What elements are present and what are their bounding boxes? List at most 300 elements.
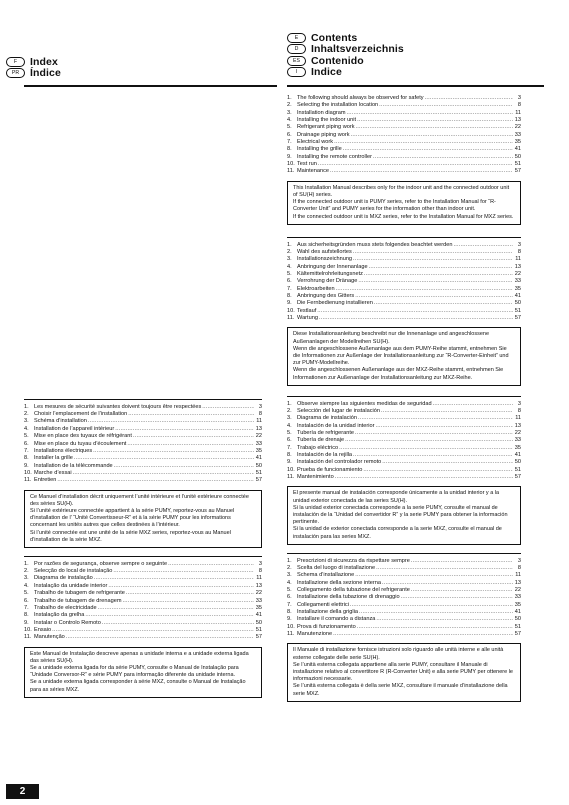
toc-number: 6.: [287, 594, 292, 601]
note-paragraph: If the connected outdoor unit is PUMY series, refer to the Installation Manual for “R-Converter Unit” and PUMY series for the information other than indoor unit.: [293, 199, 496, 213]
toc-page: 41: [255, 612, 262, 619]
toc-entry[interactable]: [287, 278, 521, 285]
toc-entry[interactable]: [24, 463, 262, 470]
leader-dots: [357, 624, 513, 631]
leader-dots: [52, 627, 254, 634]
toc-label: Maintenance: [297, 168, 330, 175]
leader-dots: [355, 293, 513, 300]
toc-page: 22: [255, 433, 262, 440]
toc-label: Wartung: [297, 315, 318, 322]
toc-label: Manutenzione: [297, 631, 333, 638]
leader-dots: [57, 477, 254, 484]
leader-dots: [339, 445, 513, 452]
note-paragraph: Se l’unità esterna collegata appartiene alla serie PUMY, consultare il Manuale di installazione relativo al convertitore R (R-Converter Unit) e alla serie PUMY per ottenere le informazioni necessarie.: [293, 661, 513, 683]
toc-label: Prescrizioni di sicurezza da rispettare sempre: [297, 557, 410, 564]
toc-page: 51: [255, 626, 262, 633]
toc-label: Installer la grille: [34, 455, 73, 462]
section-divider: [24, 399, 262, 400]
toc-number: 7.: [287, 601, 292, 608]
toc-page: 50: [255, 619, 262, 626]
toc-page: 3: [258, 403, 262, 410]
toc-entry[interactable]: [287, 580, 521, 587]
toc-entry[interactable]: [287, 286, 521, 293]
toc-label: Tubería de drenaje: [297, 437, 345, 444]
leader-dots: [357, 117, 513, 124]
toc-entry[interactable]: [287, 624, 521, 631]
toc-entry[interactable]: [24, 477, 262, 484]
toc-label: Installazione della griglia: [297, 609, 358, 615]
toc-number: 2.: [24, 411, 29, 418]
toc-entry[interactable]: [24, 590, 262, 597]
leader-dots: [374, 300, 513, 307]
toc-label: Refrigerant piping work: [297, 124, 355, 131]
toc-page: 33: [514, 594, 521, 601]
toc-page: 50: [514, 300, 521, 307]
toc-entry[interactable]: [24, 620, 262, 627]
note-paragraph: Wenn die angeschlossenen Außenanlage aus der MXZ-Reihe stammt, entnehmen Sie Informationen zur Außenanlage der Installationsanleitung zur MXZ-Reihe.: [293, 367, 504, 381]
language-code-badge: I: [287, 67, 306, 77]
note-paragraph: Se l’unità esterna collegata è della serie MXZ, consultare il manuale d’installazione della serie MXZ.: [293, 683, 508, 697]
toc-label: Trabalho de tubagem de refrigerante: [34, 590, 125, 597]
header-spanish: [287, 55, 404, 66]
toc-entry[interactable]: [287, 132, 521, 139]
leader-dots: [382, 580, 513, 587]
leader-dots: [85, 612, 254, 619]
toc-entry[interactable]: [287, 423, 521, 430]
leader-dots: [108, 583, 254, 590]
note-paragraph: Si la unidad de exterior conectada corresponde a la serie MXZ, consulte el manual de instalación para las series MXZ.: [293, 526, 502, 540]
leader-dots: [356, 124, 513, 131]
toc-label: Scelta del luogo di installazione: [297, 564, 376, 571]
toc-number: 9.: [287, 616, 292, 623]
toc-number: 2.: [287, 564, 292, 571]
toc-label: Wahl des aufstellortes: [297, 248, 352, 255]
toc-entry[interactable]: [287, 594, 521, 601]
leader-dots: [353, 452, 513, 459]
leader-dots: [345, 437, 513, 444]
heading-english: Contents: [311, 31, 358, 44]
toc-page: 35: [514, 601, 521, 608]
toc-number: 1.: [287, 95, 292, 101]
toc-entry[interactable]: [287, 161, 521, 168]
toc-page: 3: [517, 95, 521, 101]
toc-label: Instalar o Controlo Remoto: [34, 619, 101, 626]
leader-dots: [123, 598, 255, 605]
leader-dots: [358, 278, 513, 285]
toc-number: 9.: [287, 300, 292, 307]
leader-dots: [115, 426, 254, 433]
toc-entry[interactable]: [287, 474, 521, 481]
toc-label: Tubería de refrigerante: [297, 429, 355, 436]
toc-page: 13: [514, 117, 521, 124]
toc-number: 11.: [24, 634, 32, 641]
language-code-badge: PR: [6, 68, 25, 78]
toc-page: 41: [514, 452, 521, 458]
toc-page: 13: [514, 422, 521, 429]
toc-number: 11.: [287, 631, 295, 638]
toc-number: 3.: [287, 109, 292, 116]
toc-number: 2.: [287, 102, 292, 109]
leader-dots: [317, 308, 513, 315]
toc-entry[interactable]: [24, 404, 262, 411]
toc-number: 9.: [24, 462, 29, 469]
page-number: 2: [6, 784, 39, 799]
toc-entry[interactable]: [287, 415, 521, 422]
toc-portuguese: [24, 561, 262, 642]
toc-number: 7.: [287, 285, 292, 292]
leader-dots: [363, 467, 513, 474]
toc-page: 57: [255, 634, 262, 641]
toc-label: Installing the indoor unit: [297, 117, 357, 124]
leader-dots: [347, 110, 513, 117]
leader-dots: [88, 418, 254, 425]
toc-page: 33: [514, 278, 521, 285]
leader-dots: [411, 587, 513, 594]
toc-label: Trabalho de electricidade: [34, 604, 97, 611]
toc-entry[interactable]: [24, 583, 262, 590]
toc-page: 13: [514, 579, 521, 586]
toc-label: Collegamenti elettrici: [297, 601, 349, 608]
leader-dots: [353, 256, 513, 263]
toc-number: 4.: [287, 263, 292, 270]
toc-number: 8.: [287, 609, 292, 615]
toc-number: 5.: [287, 270, 292, 277]
note-paragraph: If the connected outdoor unit is MXZ series, refer to the Installation Manual for MXZ series.: [293, 213, 514, 220]
toc-number: 2.: [24, 568, 29, 575]
leader-dots: [379, 102, 513, 109]
toc-label: Selecting the installation location: [297, 102, 379, 109]
toc-entry[interactable]: [24, 598, 262, 605]
toc-number: 9.: [287, 153, 292, 160]
toc-entry[interactable]: [287, 437, 521, 444]
toc-label: Testlauf: [297, 307, 317, 314]
toc-number: 5.: [287, 429, 292, 436]
toc-entry[interactable]: [24, 575, 262, 582]
toc-entry[interactable]: [24, 448, 262, 455]
toc-number: 8.: [287, 146, 292, 153]
toc-entry[interactable]: [287, 609, 521, 616]
toc-label: Les mesures de sécurité suivantes doivent toujours être respectées: [34, 403, 202, 410]
language-code-badge: E: [287, 33, 306, 43]
toc-entry[interactable]: [287, 95, 521, 102]
toc-entry[interactable]: [24, 561, 262, 568]
toc-label: Installationszeichnung: [297, 256, 353, 263]
toc-page: 35: [514, 139, 521, 146]
leader-dots: [93, 448, 254, 455]
toc-label: Collegamento della tubazione del refrigerante: [297, 586, 410, 593]
toc-label: Instalação da grelha: [34, 612, 85, 619]
leader-dots: [376, 565, 513, 572]
toc-entry[interactable]: [287, 467, 521, 474]
toc-page: 35: [514, 285, 521, 292]
toc-number: 6.: [287, 131, 292, 138]
toc-number: 5.: [287, 124, 292, 131]
language-code-badge: F: [6, 57, 25, 67]
toc-page: 57: [514, 168, 521, 175]
toc-label: Schema d’installazione: [297, 572, 355, 579]
toc-entry[interactable]: [287, 249, 521, 256]
toc-number: 5.: [287, 586, 292, 593]
toc-label: Selección del lugar de instalación: [297, 407, 381, 414]
toc-entry[interactable]: [287, 300, 521, 307]
toc-number: 9.: [287, 459, 292, 466]
toc-number: 5.: [24, 433, 29, 440]
toc-entry[interactable]: [24, 433, 262, 440]
toc-page: 57: [514, 474, 521, 481]
toc-label: Installing the grille: [297, 146, 342, 153]
toc-number: 8.: [24, 455, 29, 462]
leader-dots: [202, 404, 254, 411]
toc-entry[interactable]: [287, 146, 521, 153]
toc-entry[interactable]: [287, 117, 521, 124]
toc-page: 8: [517, 248, 521, 255]
toc-entry[interactable]: [287, 315, 521, 322]
leader-dots: [127, 441, 254, 448]
toc-entry[interactable]: [287, 242, 521, 249]
toc-number: 7.: [24, 604, 29, 611]
toc-page: 35: [514, 444, 521, 451]
column-right: [287, 95, 521, 702]
toc-label: Trabalho de tubagem de drenagem: [34, 597, 122, 604]
toc-page: 33: [255, 597, 262, 604]
note-paragraph: Se a unidade externa ligada corresponder à série MXZ, consulte o Manual de Instalação para as séries MXZ.: [30, 679, 246, 693]
toc-label: Installare il comando a distanza: [297, 616, 376, 623]
toc-page: 51: [514, 466, 521, 473]
toc-entry[interactable]: [287, 271, 521, 278]
note-paragraph: Ce Manuel d’installation décrit uniquement l’unité intérieure et l’unité extérieure connectée des séries SU(H).: [30, 493, 249, 507]
toc-label: Schéma d’installation: [34, 418, 87, 425]
toc-label: Verrohrung der Dränage: [297, 278, 358, 285]
toc-label: Installation de la télécommande: [34, 462, 113, 469]
toc-label: Trabajo eléctrico: [297, 444, 339, 451]
toc-entry[interactable]: [24, 411, 262, 418]
note-paragraph: El presente manual de instalación corresponde únicamente a la unidad interior y a la unidad exterior conectada de las series SU(H).: [293, 490, 500, 504]
leader-dots: [373, 154, 513, 161]
toc-number: 11.: [287, 315, 295, 322]
toc-entry[interactable]: [24, 634, 262, 641]
toc-entry[interactable]: [287, 308, 521, 315]
header-italian: [287, 67, 404, 78]
leader-dots: [168, 561, 254, 568]
toc-label: Prueba de funcionamiento: [297, 466, 363, 473]
toc-page: 22: [514, 124, 521, 131]
leader-dots: [335, 474, 513, 481]
toc-entry[interactable]: [287, 459, 521, 466]
toc-label: Diagrama de instalación: [297, 415, 358, 422]
toc-page: 3: [517, 557, 521, 564]
leader-dots: [353, 249, 513, 256]
toc-number: 11.: [287, 474, 295, 481]
toc-page: 13: [255, 425, 262, 432]
toc-entry[interactable]: [287, 587, 521, 594]
toc-page: 33: [514, 437, 521, 444]
toc-label: Electrical work: [297, 139, 334, 146]
toc-page: 51: [514, 161, 521, 168]
toc-entry[interactable]: [287, 616, 521, 623]
leader-dots: [66, 634, 254, 641]
toc-page: 3: [517, 400, 521, 407]
toc-page: 11: [515, 572, 521, 579]
toc-number: 8.: [24, 612, 29, 619]
toc-label: Anbringung der Innenanlage: [297, 263, 368, 270]
header-german: [287, 44, 404, 55]
toc-label: Installazione della tubazione di drenaggio: [297, 594, 400, 601]
toc-entry[interactable]: [287, 154, 521, 161]
toc-page: 11: [515, 415, 521, 422]
toc-entry[interactable]: [287, 168, 521, 175]
toc-label: Instalação da unidade interior: [34, 582, 108, 589]
toc-number: 2.: [287, 407, 292, 414]
toc-entry[interactable]: [287, 631, 521, 638]
toc-page: 22: [514, 429, 521, 436]
toc-page: 11: [256, 418, 262, 425]
toc-page: 33: [255, 440, 262, 447]
toc-italian: [287, 558, 521, 639]
toc-page: 3: [517, 241, 521, 248]
toc-number: 4.: [287, 117, 292, 124]
toc-entry[interactable]: [287, 256, 521, 263]
toc-english: [287, 95, 521, 176]
toc-entry[interactable]: [287, 558, 521, 565]
toc-page: 50: [514, 616, 521, 623]
toc-entry[interactable]: [24, 470, 262, 477]
toc-entry[interactable]: [287, 565, 521, 572]
toc-number: 4.: [287, 422, 292, 429]
header-portuguese: [6, 68, 61, 79]
toc-number: 7.: [24, 447, 29, 454]
toc-number: 10.: [287, 466, 295, 473]
toc-label: Instalación de la unidad interior: [297, 422, 375, 429]
leader-dots: [334, 139, 513, 146]
leader-dots: [114, 463, 254, 470]
toc-entry[interactable]: [287, 408, 521, 415]
note-box-french: [24, 490, 262, 548]
language-code-badge: ES: [287, 56, 306, 66]
toc-entry[interactable]: [287, 452, 521, 459]
toc-page: 50: [514, 459, 521, 466]
heading-french: Index: [30, 55, 58, 68]
toc-page: 57: [514, 315, 521, 322]
leader-dots: [359, 609, 513, 616]
toc-page: 8: [258, 411, 262, 418]
leader-dots: [453, 242, 513, 249]
toc-number: 7.: [287, 444, 292, 451]
heading-german: Inhaltsverzeichnis: [311, 43, 404, 55]
toc-number: 1.: [287, 400, 292, 407]
leader-dots: [381, 408, 513, 415]
toc-number: 3.: [287, 415, 292, 422]
leader-dots: [333, 631, 513, 638]
toc-entry[interactable]: [24, 627, 262, 634]
note-box-german: [287, 327, 521, 385]
toc-entry[interactable]: [24, 605, 262, 612]
toc-label: Choisir l’emplacement de l’installation: [34, 411, 128, 418]
toc-page: 41: [514, 146, 521, 153]
section-divider: [287, 396, 521, 397]
toc-entry[interactable]: [24, 426, 262, 433]
toc-label: Mise en place du tuyau d’écoulement: [34, 440, 127, 447]
leader-dots: [425, 95, 513, 102]
toc-page: 11: [515, 256, 521, 263]
toc-page: 8: [517, 564, 521, 571]
toc-page: 51: [514, 623, 521, 630]
toc-number: 3.: [287, 572, 292, 579]
toc-entry[interactable]: [287, 293, 521, 300]
toc-label: Installations électriques: [34, 447, 93, 454]
toc-entry[interactable]: [24, 455, 262, 462]
toc-label: Installing the remote controller: [297, 153, 372, 160]
leader-dots: [358, 415, 513, 422]
toc-page: 22: [514, 586, 521, 593]
toc-entry[interactable]: [287, 110, 521, 117]
toc-number: 5.: [24, 590, 29, 597]
toc-entry[interactable]: [287, 401, 521, 408]
toc-entry[interactable]: [287, 139, 521, 146]
leader-dots: [351, 132, 513, 139]
heading-spanish: Contenido: [311, 54, 364, 67]
toc-entry[interactable]: [24, 612, 262, 619]
note-paragraph: Il Manuale di installazione fornisce istruzioni solo riguardo alle unità interne e alle unità esterne collegate delle serie SU(H).: [293, 647, 504, 661]
toc-page: 41: [514, 609, 521, 615]
toc-entry[interactable]: [287, 430, 521, 437]
toc-entry[interactable]: [287, 445, 521, 452]
header-rule-left: [24, 85, 277, 87]
toc-entry[interactable]: [287, 102, 521, 109]
leader-dots: [73, 470, 254, 477]
leader-dots: [375, 423, 513, 430]
leader-dots: [330, 168, 513, 175]
section-divider: [287, 237, 521, 238]
toc-entry[interactable]: [287, 264, 521, 271]
toc-number: 10.: [24, 626, 32, 633]
header-french: [6, 56, 61, 67]
toc-page: 13: [255, 582, 262, 589]
leader-dots: [74, 455, 254, 462]
toc-number: 6.: [287, 437, 292, 444]
toc-label: Instalación del controlador remoto: [297, 459, 382, 466]
toc-entry[interactable]: [287, 602, 521, 609]
toc-number: 1.: [287, 241, 292, 248]
toc-number: 1.: [24, 560, 29, 567]
toc-label: Prova di funzionamento: [297, 623, 356, 630]
toc-label: Anbringung des Gitters: [297, 293, 355, 299]
toc-page: 13: [514, 263, 521, 270]
toc-german: [287, 242, 521, 323]
note-paragraph: Este Manual de Instalação descreve apenas a unidade interna e a unidade externa ligada das séries SU(H).: [30, 650, 249, 664]
toc-spanish: [287, 401, 521, 482]
toc-page: 22: [514, 270, 521, 277]
leader-dots: [433, 401, 513, 408]
leader-dots: [376, 616, 513, 623]
leader-dots: [113, 568, 254, 575]
toc-label: Mantenimiento: [297, 474, 334, 481]
toc-page: 51: [514, 307, 521, 314]
toc-entry[interactable]: [24, 418, 262, 425]
leader-dots: [102, 620, 254, 627]
toc-entry[interactable]: [24, 568, 262, 575]
leader-dots: [94, 575, 254, 582]
toc-entry[interactable]: [24, 441, 262, 448]
leader-dots: [98, 605, 254, 612]
toc-page: 51: [255, 469, 262, 476]
toc-entry[interactable]: [287, 572, 521, 579]
toc-entry[interactable]: [287, 124, 521, 131]
note-box-spanish: [287, 486, 521, 544]
header-rule-right: [287, 85, 544, 87]
toc-label: Die Fernbedienung installieren: [297, 300, 373, 307]
note-box-english: [287, 181, 521, 225]
language-code-badge: D: [287, 44, 306, 54]
